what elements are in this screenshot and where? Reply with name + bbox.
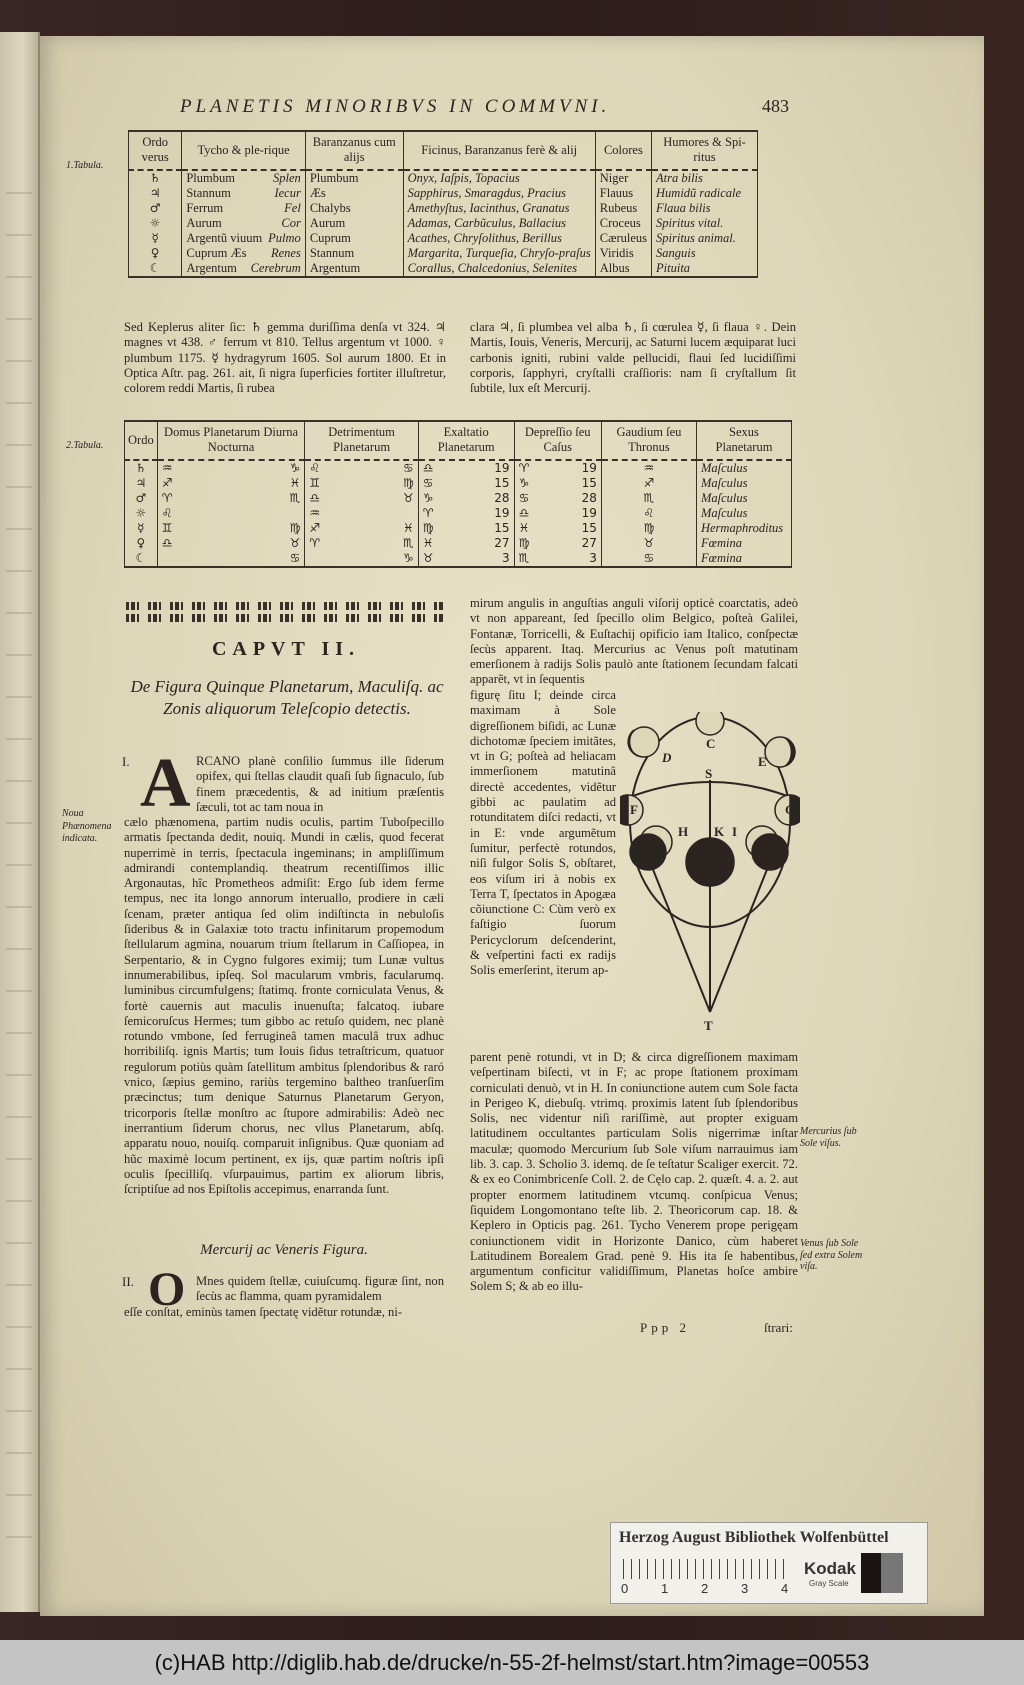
humor-cell: Flaua bilis [652, 201, 758, 216]
section-subheading: Mercurij ac Veneris Figura. [200, 1242, 368, 1258]
facing-page-text-shadow [6, 152, 32, 1552]
right-column-text-beside-figure: figurę ſitu I; deinde circa maximam à Sole digreſſionem biſidi, ac Lunæ dichotomæ ſpeciem imitãtes, vt in G; poſteà ad heliacam immerſionem matutinâ directè accedentes, vidẽtur gibbi ac paulatim ad rotunditatem diſci redacti, vt in E: vnde argumẽtum ſumitur, perfectè rotundos, niſi fulgor Solis S, obſtaret, eos viſum iri à nobis ex Terra T, ſpectatos in Apogæa cõiunctione C: Cùm verò ex faſtigio ſuorum Pericyclorum deſcenderint, & veſpertini facti ex radijs Solis emerſerint, iterum ap- [470, 688, 616, 978]
table-row [125, 476, 792, 491]
color-cell: Rubeus [595, 201, 651, 216]
right-column-text-top: mirum angulis in anguſtias anguli viſorij opticè coarctatis, adeò vt non appareant, ſed ſpecillo olim Belgico, poſteà Galilei, Fontanæ, Torricelli, & Euſtachij opificio iam Italico, conſpectæ ſecùs apparent. Itaq. Mercurius ac Venus poſt matutinam emerſionem à radijs Solis paulò ante ſtationem ſecundam falcati apparẽt, vt in ſequentis [470, 596, 798, 687]
color-cell: Cæruleus [595, 231, 651, 246]
color-cell: Croceus [595, 216, 651, 231]
domus-cell: ♌ [157, 506, 305, 521]
gaudium-cell: ♌ [601, 506, 696, 521]
col-header: Tycho & ple-rique [182, 131, 305, 170]
kodak-logo: Kodak [804, 1559, 856, 1578]
humor-cell: Pituita [652, 261, 758, 277]
page-number: 483 [762, 96, 789, 116]
section-number: II. [122, 1274, 134, 1289]
col-header: Baranzanus cum alijs [305, 131, 403, 170]
col-header: Exaltatio Planetarum [418, 421, 514, 460]
svg-text:S: S [705, 766, 713, 781]
domus-cell: ♈ ♏ [157, 491, 305, 506]
metal-organ-cell: Ferrum Fel [182, 201, 305, 216]
domus-cell: ♊ ♍ [157, 521, 305, 536]
catchword: ſtrari: [764, 1320, 793, 1335]
depressio-cell: ♋ 28 [514, 491, 601, 506]
margin-note: Venus ſub Sole ſed extra Solem viſa. [800, 1238, 863, 1272]
baranzanus-cell: Plumbum [305, 170, 403, 186]
section2-continued-text: eſſe conſtat, eminùs tamen ſpectatę vidẽtur rotundæ, ni- [124, 1305, 403, 1319]
table-row [129, 246, 758, 261]
planet-symbol: ♂ [129, 201, 182, 216]
table-planetary-houses [124, 420, 792, 568]
planet-symbol: ☾ [129, 261, 182, 277]
chapter-title: CAPVT II. [211, 638, 361, 660]
section-number: I. [122, 754, 130, 769]
depressio-cell: ♏ 3 [514, 551, 601, 567]
color-cell: Albus [595, 261, 651, 277]
gems-cell: Amethyſtus, Iacinthus, Granatus [403, 201, 595, 216]
domus-cell: ♋ [157, 551, 305, 567]
baranzanus-cell: Aurum [305, 216, 403, 231]
humor-cell: Atra bilis [652, 170, 758, 186]
depressio-cell: ♈ 19 [514, 460, 601, 476]
exaltatio-cell: ♎ 19 [418, 460, 514, 476]
table-row [129, 231, 758, 246]
table-planetary-correspondences [128, 130, 758, 278]
svg-text:F: F [630, 802, 638, 817]
gems-cell: Acathes, Chryſolithus, Berillus [403, 231, 595, 246]
drop-cap: A [140, 745, 191, 822]
svg-text:E: E [758, 754, 767, 769]
baranzanus-cell: Cuprum [305, 231, 403, 246]
col-header: Detrimentum Planetarum [305, 421, 418, 460]
planet-symbol: ♄ [129, 170, 182, 186]
planet-symbol: ♄ [125, 460, 158, 476]
table-row [125, 491, 792, 506]
planet-symbol: ☼ [125, 506, 158, 521]
gray-patch-black [861, 1553, 881, 1593]
depressio-cell: ♓ 15 [514, 521, 601, 536]
sexus-cell: Maſculus [696, 476, 791, 491]
col-header: Sexus Planetarum [696, 421, 791, 460]
baranzanus-cell: Argentum [305, 261, 403, 277]
color-cell: Viridis [595, 246, 651, 261]
col-header: Domus Planetarum Diurna Nocturna [157, 421, 305, 460]
signature-mark: Ppp 2 [640, 1320, 690, 1335]
gaudium-cell: ♉ [601, 536, 696, 551]
svg-text:T: T [704, 1018, 713, 1033]
color-cell: Niger [595, 170, 651, 186]
detrimentum-cell: ♌ ♋ [305, 460, 418, 476]
gaudium-cell: ♏ [601, 491, 696, 506]
kepler-paragraph-left: Sed Keplerus aliter ſic: ♄ gemma duriſſima denſa vt 324. ♃ magnes vt 438. ♂ ferrum vt 810. Tellus argentum vt 1000. ♀ plumbum 1175. ☿ hydragyrum 1605. Sol aurum 1800. Et in Optica Aſtr. pag. 261. ait, ſi nigra ſuperficies fortiter illuſtretur, colorem reddi Martis, ſi rubea [124, 320, 446, 396]
right-column-text-bottom: parent penè rotundi, vt in D; & circa digreſſionem maximam veſpertinam biſecti, vt in F; ac prope ſtationem proximam corniculati denuò, vt in H. In coniunctione autem cum Sole facta in Perigeo K, diebuſq. vtrimq. proximis latent ſub ſplendoribus Solis, nec videntur niſi rariſſimè, aut propter exiguam latitudinem occultantes particulam Solis nigerrimæ inſtar maculæ; quomodo Mercurium ſub Sole viſum narrauimus iam lib. 3. cap. 3. Scholio 3. idemq. de ſe teſtatur Scaliger exercit. 72. & ex eo Conimbricenſe Coll. 2. de Cęlo cap. 2. quæſt. 4. a. 2. aut propter enormem latitudinem vtcumq. conſpicua Venus; ſiquidem Longomontano teſte lib. 2. Theoricorum cap. 18. & Keplero in Opticis pag. 261. Tycho Venerem prope perigęam coniunctionem vidit in Horizonte Danico, cùm haberet Latitudinem Borealem Grad. penè 9. His ita ſe habentibus, argumentum conficitur validiſſimum, Planetas hoſce ambire Solem S; & ab eo illu- [470, 1050, 798, 1294]
ruler-tick-label: 0 [621, 1581, 629, 1596]
color-cell: Flauus [595, 186, 651, 201]
sexus-cell: Maſculus [696, 506, 791, 521]
ruler-tick-label: 3 [741, 1581, 749, 1596]
table2-label: 2.Tabula. [66, 440, 104, 451]
exaltatio-cell: ♈ 19 [418, 506, 514, 521]
metal-organ-cell: Argentum Cerebrum [182, 261, 305, 277]
domus-cell: ♒ ♑ [157, 460, 305, 476]
table-row [125, 521, 792, 536]
table-row [125, 506, 792, 521]
sexus-cell: Maſculus [696, 460, 791, 476]
svg-text:I: I [732, 824, 738, 839]
margin-note: Noua Phænomena indicata. [62, 808, 112, 844]
sexus-cell: Maſculus [696, 491, 791, 506]
ornament-border [126, 614, 444, 622]
planet-symbol: ☿ [125, 521, 158, 536]
planet-symbol: ☿ [129, 231, 182, 246]
exaltatio-cell: ♉ 3 [418, 551, 514, 567]
depressio-cell: ♍ 27 [514, 536, 601, 551]
gaudium-cell: ♍ [601, 521, 696, 536]
metal-organ-cell: Plumbum Splen [182, 170, 305, 186]
table-row [125, 536, 792, 551]
gems-cell: Sapphirus, Smaragdus, Pracius [403, 186, 595, 201]
ruler-tick-label: 4 [781, 1581, 789, 1596]
gaudium-cell: ♋ [601, 551, 696, 567]
chapter-subtitle: De Figura Quinque Planetarum, Maculiſq. ac Zonis aliquorum Teleſcopio detectis. [130, 677, 444, 718]
kepler-paragraph-right: clara ♃, ſi plumbea vel alba ♄, ſi cœrulea ☿, ſi flaua ♀. Dein Martis, Iouis, Veneris, Mercurij, ac Saturni lucem æquiparat luci carbonis igniti, rubini valde pellucidi, flaui ſed lucidiſſimi corporis, ſapphyri, cryſtalli craſſioris: nam ſi cryſtallum ſit ſubtile, lux eſt Mercurij. [470, 320, 796, 396]
table-row [129, 186, 758, 201]
svg-text:H: H [678, 824, 689, 839]
detrimentum-cell: ♊ ♍ [305, 476, 418, 491]
running-head: PLANETIS MINORIBVS IN COMMVNI. [180, 96, 611, 117]
table-row [125, 551, 792, 567]
gems-cell: Onyx, Iaſpis, Topacius [403, 170, 595, 186]
section1-intro-text: RCANO planè conſilio ſummus ille ſiderum opifex, qui ſtellas claudit quaſi ſub ſignaculo, ſub finem præcedentis, & ad initium præſentis ſæculi, tot ac tam noua in [196, 754, 444, 814]
detrimentum-cell: ♐ ♓ [305, 521, 418, 536]
baranzanus-cell: Æs [305, 186, 403, 201]
detrimentum-cell: ♒ [305, 506, 418, 521]
planet-symbol: ♃ [129, 186, 182, 201]
planet-symbol: ♀ [125, 536, 158, 551]
domus-cell: ♐ ♓ [157, 476, 305, 491]
col-header: Humores & Spi-ritus [652, 131, 758, 170]
ruler-tick-label: 1 [661, 1581, 669, 1596]
svg-text:K: K [714, 824, 725, 839]
exaltatio-cell: ♑ 28 [418, 491, 514, 506]
col-header: Depreſſio ſeu Caſus [514, 421, 601, 460]
exaltatio-cell: ♋ 15 [418, 476, 514, 491]
domus-cell: ♎ ♉ [157, 536, 305, 551]
sexus-cell: Hermaphroditus [696, 521, 791, 536]
depressio-cell: ♑ 15 [514, 476, 601, 491]
table-row [129, 216, 758, 231]
gaudium-cell: ♐ [601, 476, 696, 491]
planet-symbol: ☾ [125, 551, 158, 567]
sexus-cell: Fœmina [696, 551, 791, 567]
col-header: Colores [595, 131, 651, 170]
table-row [129, 170, 758, 186]
phases-of-venus-mercury-diagram [620, 712, 800, 1042]
baranzanus-cell: Chalybs [305, 201, 403, 216]
gems-cell: Margarita, Turqueſia, Chryſo-praſus [403, 246, 595, 261]
ruler-tick-label: 2 [701, 1581, 709, 1596]
table-row [129, 201, 758, 216]
planet-symbol: ♂ [125, 491, 158, 506]
col-header: Ordo [125, 421, 158, 460]
col-header: Gaudium ſeu Thronus [601, 421, 696, 460]
library-name: Herzog August Bibliothek Wolfenbüttel [619, 1529, 889, 1546]
planet-symbol: ☼ [129, 216, 182, 231]
exaltatio-cell: ♓ 27 [418, 536, 514, 551]
ornament-border [126, 602, 444, 610]
depressio-cell: ♎ 19 [514, 506, 601, 521]
facing-page-edge [0, 32, 40, 1612]
gaudium-cell: ♒ [601, 460, 696, 476]
copyright-footer: (c)HAB http://diglib.hab.de/drucke/n-55-2f-helmst/start.htm?image=00553 [0, 1640, 1024, 1685]
gray-patch-mid [881, 1553, 903, 1593]
col-header: Ordo verus [129, 131, 182, 170]
humor-cell: Sanguis [652, 246, 758, 261]
ruler-scale [623, 1559, 789, 1579]
planet-symbol: ♃ [125, 476, 158, 491]
svg-text:G: G [785, 802, 796, 817]
margin-note: Mercurius ſub Sole viſus. [800, 1126, 857, 1149]
drop-cap: O [148, 1263, 186, 1316]
planet-symbol: ♀ [129, 246, 182, 261]
svg-text:D: D [662, 750, 672, 765]
metal-organ-cell: Aurum Cor [182, 216, 305, 231]
exaltatio-cell: ♍ 15 [418, 521, 514, 536]
humor-cell: Spiritus vital. [652, 216, 758, 231]
color-calibration-bar [610, 1522, 928, 1604]
table-row [125, 460, 792, 476]
metal-organ-cell: Stannum Iecur [182, 186, 305, 201]
detrimentum-cell: ♎ ♉ [305, 491, 418, 506]
detrimentum-cell: ♈ ♏ [305, 536, 418, 551]
detrimentum-cell: ♑ [305, 551, 418, 567]
humor-cell: Spiritus animal. [652, 231, 758, 246]
section2-intro-text: Mnes quidem ſtellæ, cuiuſcumq. figuræ ſint, non ſecùs ac flamma, quam pyramidalem [196, 1274, 444, 1304]
gems-cell: Corallus, Chalcedonius, Selenites [403, 261, 595, 277]
metal-organ-cell: Cuprum Æs Renes [182, 246, 305, 261]
sexus-cell: Fœmina [696, 536, 791, 551]
table1-label: 1.Tabula. [66, 160, 104, 171]
section1-body-text: cælo phænomena, partim nudis oculis, partim Tuboſpecillo armatis ſpectanda dedit, nouiq. Mundi in cælis, quod fecerat nuperrimè in terris, ſpectacula ingeminans; in ampliſſimum admirandi contemplandiq. theatrum recentiſſimos illic Argonautas, hîc Prometheos admiſit: Ergo ſub idem ferme tempus, nec ita longo annorum interuallo, prodiere in cæli ſcenam, præter antiqua ſed olim indiſtincta in nebuloſis ſideribus & in Galaxiæ toto tractu infinitarum propemodum ſtellularum agmina, nouarum trium ſtellarum in Caſſiopea, in Serpentario, & in Cygno fulgores eximij; tum Lunæ vultus innumerabilibus, ipſeq. Sol macularum vmbris, facularumq. luminibus circumfulgens; ſtatimq. fronte corniculata Venus, & fortè cauernis aut maculis inuenuſta; falcatoq. iubare ſemicoruſcus Hermes; tum gibbo ac retuſo quidem, nec planè rotundo vmbone, ſed ferrugineâ tamen maculâ trux adhuc horribiliſq. ignis Martis; tum Iouis ſidus tetraſtricum, quatuor regulorum potiùs quàm ſatellitum ambitus ſplendoribus & raró vnico, ſæpius gemino, rariùs tergemino baltheo tranſuerſim præcinctus; tum denique Saturnus Planetarum Geryon, tricorporis ſtellæ monſtro ac ſtupore admirabilis: Adeò nec inerrantium ſiderum chorus, nec vllus Planetarum, abſq. apparatu nouo, nouiſq. comparuit inſignibus. Quæ quoniam ad hũc maximè locum pertinent, ex ijs, quæ partim noſtris ipſi oculis ſpecilliſq. vſurpauimus, partim ex aliorum libris, ſcriptiſue ad nos Epiſtolis accepimus, enarranda ſunt. [124, 815, 444, 1197]
humor-cell: Humidũ radicale [652, 186, 758, 201]
diagram-label-c: C [706, 736, 716, 751]
col-header: Ficinus, Baranzanus ferè & alij [403, 131, 595, 170]
baranzanus-cell: Stannum [305, 246, 403, 261]
table-row [129, 261, 758, 277]
gems-cell: Adamas, Carbũculus, Ballacius [403, 216, 595, 231]
gray-scale-label: Gray Scale [809, 1579, 849, 1588]
metal-organ-cell: Argentũ viuum Pulmo [182, 231, 305, 246]
